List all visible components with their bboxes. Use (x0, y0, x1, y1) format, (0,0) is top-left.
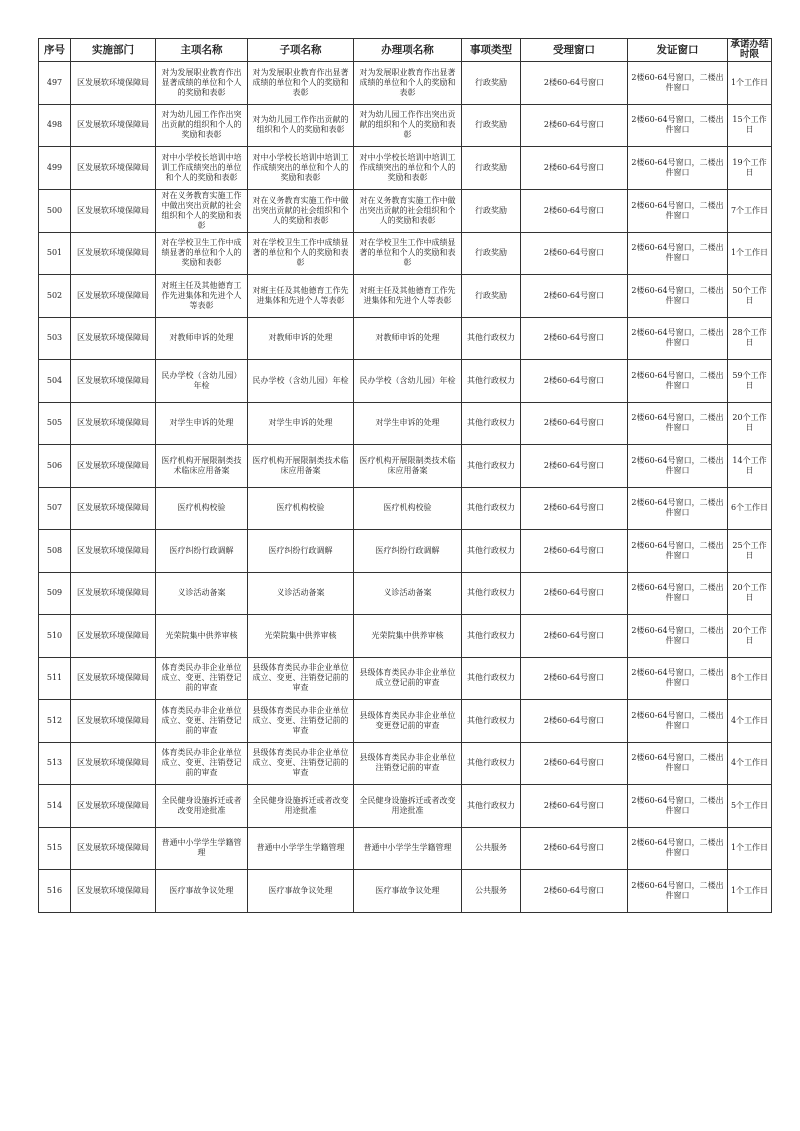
item-type-cell: 行政奖励 (462, 275, 521, 318)
handling-item-cell: 全民健身设施拆迁或者改变用途批准 (354, 785, 462, 828)
issue-window-cell: 2楼60-64号窗口，二楼出件窗口 (628, 870, 728, 913)
main-item-cell: 医疗事故争议处理 (156, 870, 248, 913)
seq-cell: 502 (39, 275, 71, 318)
sub-item-cell: 对学生申诉的处理 (248, 402, 354, 445)
department-cell: 区发展软环境保障局 (71, 530, 156, 573)
seq-cell: 504 (39, 360, 71, 403)
sub-item-cell: 医疗机构校验 (248, 487, 354, 530)
issue-window-cell: 2楼60-64号窗口，二楼出件窗口 (628, 487, 728, 530)
department-cell: 区发展软环境保障局 (71, 827, 156, 870)
accept-window-cell: 2楼60-64号窗口 (521, 189, 628, 232)
issue-window-cell: 2楼60-64号窗口，二楼出件窗口 (628, 657, 728, 700)
time-limit-cell: 20个工作日 (728, 402, 772, 445)
item-type-cell: 其他行政权力 (462, 445, 521, 488)
main-item-cell: 医疗纠纷行政调解 (156, 530, 248, 573)
handling-item-cell: 县级体育类民办非企业单位成立登记前的审查 (354, 657, 462, 700)
seq-cell: 515 (39, 827, 71, 870)
handling-item-cell: 对为幼儿园工作作出突出贡献的组织和个人的奖励和表彰 (354, 104, 462, 147)
table-row (39, 360, 772, 403)
department-cell: 区发展软环境保障局 (71, 62, 156, 105)
seq-cell: 508 (39, 530, 71, 573)
sub-item-cell: 医疗纠纷行政调解 (248, 530, 354, 573)
accept-window-cell: 2楼60-64号窗口 (521, 785, 628, 828)
seq-cell: 509 (39, 572, 71, 615)
issue-window-cell: 2楼60-64号窗口，二楼出件窗口 (628, 785, 728, 828)
handling-item-cell: 光荣院集中供养审核 (354, 615, 462, 658)
header-item-type: 事项类型 (462, 39, 521, 62)
department-cell: 区发展软环境保障局 (71, 487, 156, 530)
main-item-cell: 医疗机构开展限制类技术临床应用备案 (156, 445, 248, 488)
department-cell: 区发展软环境保障局 (71, 317, 156, 360)
sub-item-cell: 对在学校卫生工作中成绩显著的单位和个人的奖励和表彰 (248, 232, 354, 275)
table-row (39, 572, 772, 615)
time-limit-cell: 4个工作日 (728, 742, 772, 785)
seq-cell: 512 (39, 700, 71, 743)
accept-window-cell: 2楼60-64号窗口 (521, 445, 628, 488)
item-type-cell: 公共服务 (462, 870, 521, 913)
accept-window-cell: 2楼60-64号窗口 (521, 104, 628, 147)
issue-window-cell: 2楼60-64号窗口，二楼出件窗口 (628, 445, 728, 488)
accept-window-cell: 2楼60-64号窗口 (521, 275, 628, 318)
main-item-cell: 对在义务教育实施工作中做出突出贡献的社会组织和个人的奖励和表彰 (156, 189, 248, 232)
item-type-cell: 其他行政权力 (462, 402, 521, 445)
sub-item-cell: 对中小学校长培训中培训工作成绩突出的单位和个人的奖励和表彰 (248, 147, 354, 190)
handling-item-cell: 义诊活动备案 (354, 572, 462, 615)
department-cell: 区发展软环境保障局 (71, 402, 156, 445)
handling-item-cell: 县级体育类民办非企业单位注销登记前的审查 (354, 742, 462, 785)
sub-item-cell: 全民健身设施拆迁或者改变用途批准 (248, 785, 354, 828)
item-type-cell: 其他行政权力 (462, 530, 521, 573)
header-department: 实施部门 (71, 39, 156, 62)
table-row (39, 317, 772, 360)
time-limit-cell: 4个工作日 (728, 700, 772, 743)
main-item-cell: 体育类民办非企业单位成立、变更、注销登记前的审查 (156, 742, 248, 785)
main-item-cell: 对中小学校长培训中培训工作成绩突出的单位和个人的奖励和表彰 (156, 147, 248, 190)
time-limit-cell: 25个工作日 (728, 530, 772, 573)
item-type-cell: 其他行政权力 (462, 572, 521, 615)
handling-item-cell: 对班主任及其他德育工作先进集体和先进个人等表彰 (354, 275, 462, 318)
handling-item-cell: 民办学校（含幼儿园）年检 (354, 360, 462, 403)
sub-item-cell: 医疗事故争议处理 (248, 870, 354, 913)
table-row (39, 487, 772, 530)
handling-item-cell: 医疗机构开展限制类技术临床应用备案 (354, 445, 462, 488)
department-cell: 区发展软环境保障局 (71, 742, 156, 785)
item-type-cell: 行政奖励 (462, 189, 521, 232)
table-row (39, 402, 772, 445)
time-limit-cell: 6个工作日 (728, 487, 772, 530)
handling-item-cell: 县级体育类民办非企业单位变更登记前的审查 (354, 700, 462, 743)
time-limit-cell: 19个工作日 (728, 147, 772, 190)
seq-cell: 511 (39, 657, 71, 700)
issue-window-cell: 2楼60-64号窗口，二楼出件窗口 (628, 360, 728, 403)
issue-window-cell: 2楼60-64号窗口，二楼出件窗口 (628, 742, 728, 785)
table-row (39, 615, 772, 658)
department-cell: 区发展软环境保障局 (71, 189, 156, 232)
accept-window-cell: 2楼60-64号窗口 (521, 147, 628, 190)
sub-item-cell: 县级体育类民办非企业单位成立、变更、注销登记前的审查 (248, 657, 354, 700)
table-row (39, 827, 772, 870)
table-row (39, 104, 772, 147)
accept-window-cell: 2楼60-64号窗口 (521, 360, 628, 403)
issue-window-cell: 2楼60-64号窗口，二楼出件窗口 (628, 104, 728, 147)
issue-window-cell: 2楼60-64号窗口，二楼出件窗口 (628, 530, 728, 573)
issue-window-cell: 2楼60-64号窗口，二楼出件窗口 (628, 189, 728, 232)
main-item-cell: 对为发展职业教育作出显著成绩的单位和个人的奖励和表彰 (156, 62, 248, 105)
time-limit-cell: 1个工作日 (728, 870, 772, 913)
seq-cell: 516 (39, 870, 71, 913)
table-body (39, 62, 772, 913)
header-seq: 序号 (39, 39, 71, 62)
accept-window-cell: 2楼60-64号窗口 (521, 530, 628, 573)
table-header-row (39, 39, 772, 62)
accept-window-cell: 2楼60-64号窗口 (521, 487, 628, 530)
department-cell: 区发展软环境保障局 (71, 870, 156, 913)
table-row (39, 785, 772, 828)
handling-item-cell: 医疗机构校验 (354, 487, 462, 530)
item-type-cell: 其他行政权力 (462, 785, 521, 828)
issue-window-cell: 2楼60-64号窗口，二楼出件窗口 (628, 615, 728, 658)
table-row (39, 742, 772, 785)
table-row (39, 189, 772, 232)
header-main-item: 主项名称 (156, 39, 248, 62)
time-limit-cell: 20个工作日 (728, 572, 772, 615)
seq-cell: 499 (39, 147, 71, 190)
accept-window-cell: 2楼60-64号窗口 (521, 402, 628, 445)
sub-item-cell: 县级体育类民办非企业单位成立、变更、注销登记前的审查 (248, 700, 354, 743)
header-handling-item: 办理项名称 (354, 39, 462, 62)
main-item-cell: 体育类民办非企业单位成立、变更、注销登记前的审查 (156, 657, 248, 700)
header-sub-item: 子项名称 (248, 39, 354, 62)
department-cell: 区发展软环境保障局 (71, 147, 156, 190)
sub-item-cell: 对教师申诉的处理 (248, 317, 354, 360)
document-page (38, 38, 772, 913)
table-row (39, 232, 772, 275)
handling-item-cell: 对学生申诉的处理 (354, 402, 462, 445)
accept-window-cell: 2楼60-64号窗口 (521, 827, 628, 870)
seq-cell: 500 (39, 189, 71, 232)
accept-window-cell: 2楼60-64号窗口 (521, 232, 628, 275)
table-row (39, 147, 772, 190)
main-item-cell: 对教师申诉的处理 (156, 317, 248, 360)
department-cell: 区发展软环境保障局 (71, 360, 156, 403)
sub-item-cell: 民办学校（含幼儿园）年检 (248, 360, 354, 403)
header-issue-window: 发证窗口 (628, 39, 728, 62)
main-item-cell: 普通中小学学生学籍管理 (156, 827, 248, 870)
seq-cell: 498 (39, 104, 71, 147)
accept-window-cell: 2楼60-64号窗口 (521, 317, 628, 360)
main-item-cell: 全民健身设施拆迁或者改变用途批准 (156, 785, 248, 828)
time-limit-cell: 1个工作日 (728, 62, 772, 105)
time-limit-cell: 7个工作日 (728, 189, 772, 232)
accept-window-cell: 2楼60-64号窗口 (521, 572, 628, 615)
item-type-cell: 其他行政权力 (462, 700, 521, 743)
issue-window-cell: 2楼60-64号窗口，二楼出件窗口 (628, 317, 728, 360)
time-limit-cell: 20个工作日 (728, 615, 772, 658)
table-row (39, 870, 772, 913)
table-row (39, 62, 772, 105)
handling-item-cell: 普通中小学学生学籍管理 (354, 827, 462, 870)
time-limit-cell: 1个工作日 (728, 827, 772, 870)
item-type-cell: 行政奖励 (462, 104, 521, 147)
sub-item-cell: 县级体育类民办非企业单位成立、变更、注销登记前的审查 (248, 742, 354, 785)
item-type-cell: 其他行政权力 (462, 317, 521, 360)
sub-item-cell: 光荣院集中供养审核 (248, 615, 354, 658)
table-row (39, 445, 772, 488)
handling-item-cell: 医疗事故争议处理 (354, 870, 462, 913)
accept-window-cell: 2楼60-64号窗口 (521, 615, 628, 658)
sub-item-cell: 对在义务教育实施工作中做出突出贡献的社会组织和个人的奖励和表彰 (248, 189, 354, 232)
issue-window-cell: 2楼60-64号窗口，二楼出件窗口 (628, 572, 728, 615)
issue-window-cell: 2楼60-64号窗口，二楼出件窗口 (628, 147, 728, 190)
time-limit-cell: 50个工作日 (728, 275, 772, 318)
seq-cell: 507 (39, 487, 71, 530)
accept-window-cell: 2楼60-64号窗口 (521, 700, 628, 743)
table-row (39, 657, 772, 700)
main-item-cell: 民办学校（含幼儿园）年检 (156, 360, 248, 403)
handling-item-cell: 对在义务教育实施工作中做出突出贡献的社会组织和个人的奖励和表彰 (354, 189, 462, 232)
item-type-cell: 其他行政权力 (462, 487, 521, 530)
seq-cell: 506 (39, 445, 71, 488)
department-cell: 区发展软环境保障局 (71, 275, 156, 318)
item-type-cell: 行政奖励 (462, 147, 521, 190)
time-limit-cell: 1个工作日 (728, 232, 772, 275)
main-item-cell: 义诊活动备案 (156, 572, 248, 615)
issue-window-cell: 2楼60-64号窗口，二楼出件窗口 (628, 827, 728, 870)
main-item-cell: 对在学校卫生工作中成绩显著的单位和个人的奖励和表彰 (156, 232, 248, 275)
seq-cell: 497 (39, 62, 71, 105)
item-type-cell: 行政奖励 (462, 62, 521, 105)
table-row (39, 530, 772, 573)
handling-item-cell: 对为发展职业教育作出显著成绩的单位和个人的奖励和表彰 (354, 62, 462, 105)
sub-item-cell: 普通中小学学生学籍管理 (248, 827, 354, 870)
item-type-cell: 其他行政权力 (462, 742, 521, 785)
time-limit-cell: 5个工作日 (728, 785, 772, 828)
matters-table (38, 38, 772, 913)
table-row (39, 700, 772, 743)
main-item-cell: 体育类民办非企业单位成立、变更、注销登记前的审查 (156, 700, 248, 743)
handling-item-cell: 对在学校卫生工作中成绩显著的单位和个人的奖励和表彰 (354, 232, 462, 275)
handling-item-cell: 对中小学校长培训中培训工作成绩突出的单位和个人的奖励和表彰 (354, 147, 462, 190)
sub-item-cell: 医疗机构开展限制类技术临床应用备案 (248, 445, 354, 488)
main-item-cell: 对学生申诉的处理 (156, 402, 248, 445)
main-item-cell: 医疗机构校验 (156, 487, 248, 530)
accept-window-cell: 2楼60-64号窗口 (521, 870, 628, 913)
issue-window-cell: 2楼60-64号窗口，二楼出件窗口 (628, 700, 728, 743)
main-item-cell: 光荣院集中供养审核 (156, 615, 248, 658)
handling-item-cell: 对教师申诉的处理 (354, 317, 462, 360)
sub-item-cell: 对班主任及其他德育工作先进集体和先进个人等表彰 (248, 275, 354, 318)
seq-cell: 501 (39, 232, 71, 275)
seq-cell: 503 (39, 317, 71, 360)
department-cell: 区发展软环境保障局 (71, 572, 156, 615)
accept-window-cell: 2楼60-64号窗口 (521, 657, 628, 700)
item-type-cell: 其他行政权力 (462, 615, 521, 658)
header-time-limit: 承诺办结时限 (728, 39, 772, 62)
seq-cell: 505 (39, 402, 71, 445)
issue-window-cell: 2楼60-64号窗口，二楼出件窗口 (628, 62, 728, 105)
header-accept-window: 受理窗口 (521, 39, 628, 62)
table-row (39, 275, 772, 318)
accept-window-cell: 2楼60-64号窗口 (521, 62, 628, 105)
department-cell: 区发展软环境保障局 (71, 232, 156, 275)
accept-window-cell: 2楼60-64号窗口 (521, 742, 628, 785)
seq-cell: 510 (39, 615, 71, 658)
time-limit-cell: 8个工作日 (728, 657, 772, 700)
main-item-cell: 对班主任及其他德育工作先进集体和先进个人等表彰 (156, 275, 248, 318)
department-cell: 区发展软环境保障局 (71, 615, 156, 658)
seq-cell: 513 (39, 742, 71, 785)
sub-item-cell: 义诊活动备案 (248, 572, 354, 615)
department-cell: 区发展软环境保障局 (71, 104, 156, 147)
time-limit-cell: 15个工作日 (728, 104, 772, 147)
department-cell: 区发展软环境保障局 (71, 785, 156, 828)
time-limit-cell: 28个工作日 (728, 317, 772, 360)
seq-cell: 514 (39, 785, 71, 828)
issue-window-cell: 2楼60-64号窗口，二楼出件窗口 (628, 232, 728, 275)
item-type-cell: 其他行政权力 (462, 657, 521, 700)
time-limit-cell: 14个工作日 (728, 445, 772, 488)
sub-item-cell: 对为幼儿园工作作出贡献的组织和个人的奖励和表彰 (248, 104, 354, 147)
handling-item-cell: 医疗纠纷行政调解 (354, 530, 462, 573)
item-type-cell: 其他行政权力 (462, 360, 521, 403)
item-type-cell: 公共服务 (462, 827, 521, 870)
sub-item-cell: 对为发展职业教育作出显著成绩的单位和个人的奖励和表彰 (248, 62, 354, 105)
department-cell: 区发展软环境保障局 (71, 445, 156, 488)
issue-window-cell: 2楼60-64号窗口，二楼出件窗口 (628, 402, 728, 445)
main-item-cell: 对为幼儿园工作作出突出贡献的组织和个人的奖励和表彰 (156, 104, 248, 147)
time-limit-cell: 59个工作日 (728, 360, 772, 403)
department-cell: 区发展软环境保障局 (71, 700, 156, 743)
issue-window-cell: 2楼60-64号窗口，二楼出件窗口 (628, 275, 728, 318)
item-type-cell: 行政奖励 (462, 232, 521, 275)
department-cell: 区发展软环境保障局 (71, 657, 156, 700)
